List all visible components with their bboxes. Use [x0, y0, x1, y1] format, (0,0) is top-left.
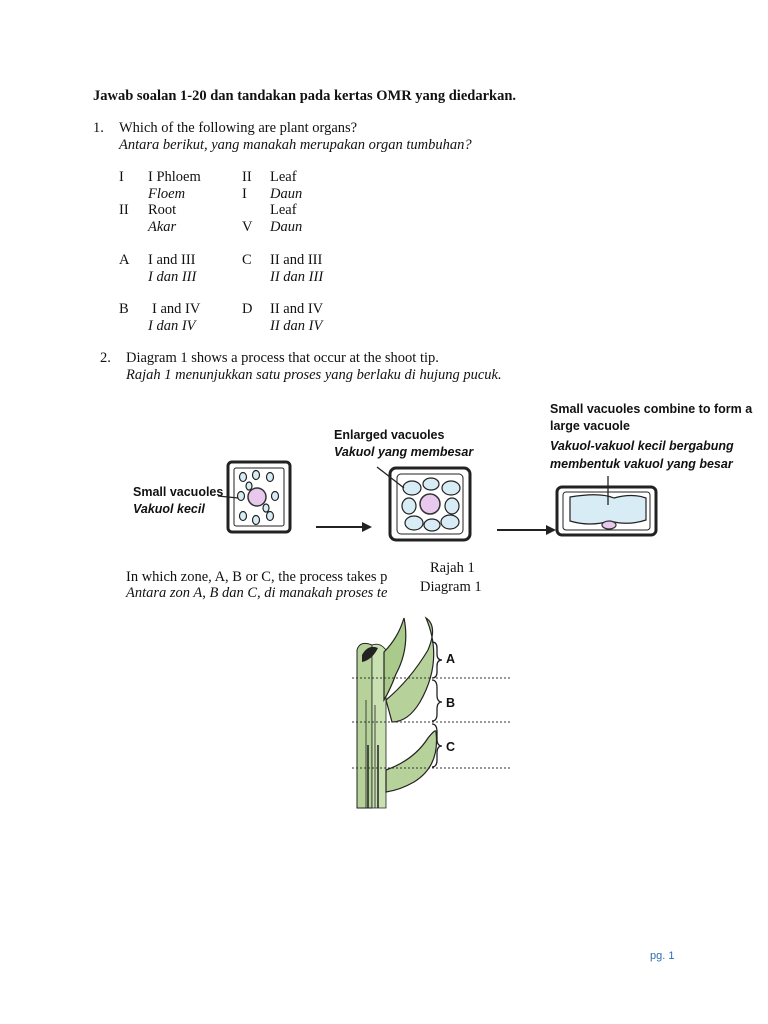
q1-option-d-letter: D [242, 301, 253, 317]
q1-number: 1. [93, 120, 104, 136]
nucleus [602, 521, 616, 529]
q1-option-b-en: I and IV [152, 301, 201, 317]
cell-enlarged-vacuoles [377, 467, 470, 540]
q2-intro-en: Diagram 1 shows a process that occur at the shoot tip. [126, 350, 439, 366]
q1-option-a-letter: A [119, 252, 130, 268]
label-enlarged-vacuoles-en: Enlarged vacuoles [334, 428, 445, 442]
label-small-vacuoles-ms: Vakuol kecil [133, 502, 205, 516]
q1-option-c-ms: II dan III [270, 269, 324, 285]
q2-ask-ms: Antara zon A, B dan C, di manakah proses te [126, 585, 388, 601]
q1-option-a-en: I and III [148, 252, 196, 268]
q1-question-ms: Antara berikut, yang manakah merupakan organ tumbuhan? [119, 137, 472, 153]
label-combine-en-2: large vacuole [550, 419, 630, 433]
q1-item3-en: Root [148, 202, 177, 218]
diagram-caption-ms: Rajah 1 [430, 560, 475, 576]
q1-item1-ms: Floem [148, 186, 186, 202]
q1-item4-en: Leaf [270, 202, 297, 218]
q1-item4-numeral-a: I [242, 186, 247, 202]
q1-item2-numeral: II [242, 169, 252, 185]
label-small-vacuoles-en: Small vacuoles [133, 485, 224, 499]
cell-large-vacuole [557, 476, 656, 535]
leaf-primordium-3 [386, 731, 437, 792]
q2-intro-ms: Rajah 1 menunjukkan satu proses yang berlaku di hujung pucuk. [126, 367, 502, 383]
q1-item2-en: Leaf [270, 169, 297, 185]
q1-item3-numeral: II [119, 202, 129, 218]
diagram-caption-en: Diagram 1 [420, 579, 482, 595]
label-combine-ms-2: membentuk vakuol yang besar [550, 457, 733, 471]
q1-item2-ms: Daun [270, 186, 303, 202]
instruction-heading: Jawab soalan 1-20 dan tandakan pada kertas OMR yang diedarkan. [93, 88, 517, 104]
zone-label-a: A [446, 652, 456, 666]
cell-small-vacuoles [218, 462, 290, 532]
q1-item1-numeral: I [119, 169, 124, 185]
q1-item4-numeral-b: V [242, 219, 253, 235]
nucleus [248, 488, 266, 506]
q1-option-a-ms: I dan III [148, 269, 197, 285]
q1-item1-en: I Phloem [148, 169, 201, 185]
zone-label-b: B [446, 696, 456, 710]
q1-item3-ms: Akar [148, 219, 177, 235]
q2-number: 2. [100, 350, 111, 366]
q1-option-d-ms: II dan IV [270, 318, 323, 334]
label-combine-en-1: Small vacuoles combine to form a [550, 402, 753, 416]
q2-ask-en: In which zone, A, B or C, the process takes p [126, 569, 388, 585]
page-number: pg. 1 [650, 950, 675, 962]
q1-option-b-letter: B [119, 301, 129, 317]
q1-option-c-en: II and III [270, 252, 323, 268]
q1-question-en: Which of the following are plant organs? [119, 120, 358, 136]
arrow-2 [497, 525, 556, 535]
arrow-1 [316, 522, 372, 532]
q1-option-d-en: II and IV [270, 301, 324, 317]
nucleus [420, 494, 440, 514]
q1-option-c-letter: C [242, 252, 252, 268]
shoot-tip-diagram [352, 618, 512, 808]
label-enlarged-vacuoles-ms: Vakuol yang membesar [334, 445, 474, 459]
zone-label-c: C [446, 740, 456, 754]
label-combine-ms-1: Vakuol-vakuol kecil bergabung [550, 439, 734, 453]
q1-option-b-ms: I dan IV [148, 318, 196, 334]
q1-item4-ms: Daun [270, 219, 303, 235]
